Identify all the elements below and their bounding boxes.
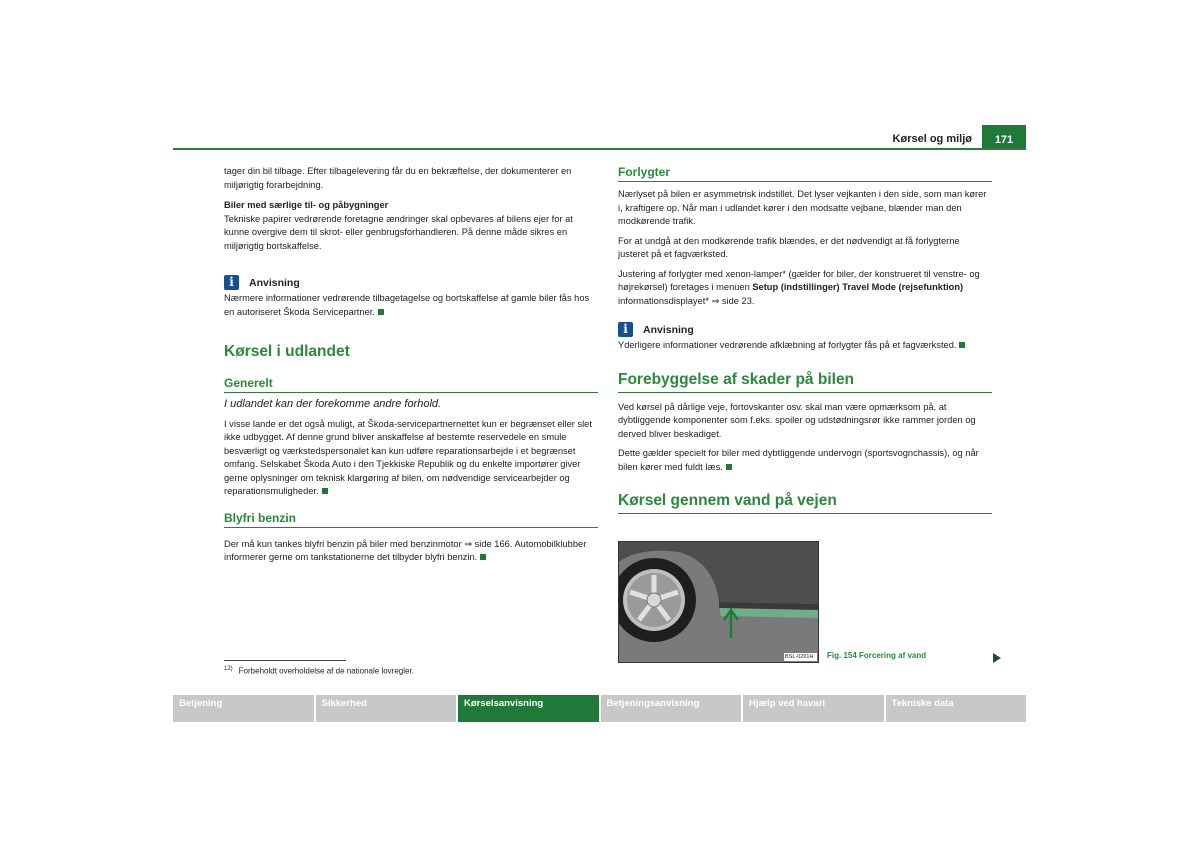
- paragraph: For at undgå at den modkørende trafik blændes, er det nødvendigt at få forlygterne justeret på et fagværksted.: [618, 235, 960, 259]
- nav-tab-tekniske-data[interactable]: Tekniske data: [886, 695, 1027, 722]
- subsection-heading: Generelt: [224, 376, 598, 393]
- page-number: 171: [982, 125, 1026, 148]
- paragraph: Nærlyset på bilen er asymmetrisk indstillet. Det lyser vejkanten i den side, som man kører i, kraftigere op. Når man i udlandet kører i den modsatte vejbane, blænder man den modkørende trafik.: [618, 189, 987, 226]
- right-column: [618, 165, 992, 514]
- end-marker: [480, 554, 486, 560]
- paragraph: Der må kun tankes blyfri benzin på biler med benzinmotor ⇒ side 166. Automobilklubber informerer gerne om tankstationerne det tilbyder blyfri benzin.: [224, 538, 587, 562]
- end-marker: [726, 464, 732, 470]
- info-icon: i: [224, 275, 239, 290]
- left-column: [224, 165, 598, 565]
- running-header-title: Kørsel og miljø: [892, 133, 972, 145]
- info-icon: i: [618, 322, 633, 337]
- end-marker: [322, 488, 328, 494]
- notice-title: Anvisning: [643, 323, 694, 336]
- paragraph: Justering af forlygter med xenon-lamper* (gælder for biler, der konstrueret til venstre- og højrekørsel) foretages i menuen Setup (indstillinger) Travel Mode (rejsefunktion) informationsdisplayet* ⇒ side 23.: [618, 268, 980, 306]
- subheading: Biler med særlige til- og påbygninger: [224, 200, 389, 210]
- header-rule: [173, 148, 1026, 150]
- section-heading: Kørsel i udlandet: [224, 343, 350, 360]
- notice-header: [224, 275, 598, 290]
- notice-text: Nærmere informationer vedrørende tilbagetagelse og bortskaffelse af gamle biler fås hos en autoriseret Škoda Servicepartner.: [224, 293, 590, 317]
- notice-text: Yderligere informationer vedrørende afklæbning af forlygter fås på et fagværksted.: [618, 339, 992, 353]
- continue-arrow-icon: [993, 653, 1001, 663]
- figure-caption: Fig. 154 Forcering af vand: [827, 651, 927, 660]
- car-wheel-illustration: [619, 542, 818, 662]
- notice-title: Anvisning: [249, 276, 300, 289]
- paragraph: Tekniske papirer vedrørende foretagne ændringer skal opbevares af bilens ejer for at kunne overgive dem til skrot- eller genbrugsforhandleren. På denne måde sikres en miljørigtig bortskaffelse.: [224, 213, 573, 251]
- footnote-rule: [224, 660, 346, 661]
- nav-tab-sikkerhed[interactable]: Sikkerhed: [316, 695, 457, 722]
- paragraph: I visse lande er det også muligt, at Škoda-servicepartnernettet kun er begrænset eller slet ikke udbygget. Af denne grund bliver anskaffelse af bestemte reservedele en smule besværligt og værkstedspersonalet kan kun udføre reparationsarbejde i et begrænset omfang. Selskabet Škoda Auto i den Tjekkiske Republik og du enkelte importører giver gerne oplysninger om teknisk klargøring af bilen, om nødvendige servicearbejder og reparationsmuligheder.: [224, 418, 592, 496]
- paragraph: tager din bil tilbage. Efter tilbagelevering får du en bekræftelse, der dokumenterer en miljørigtig forarbejdning.: [224, 166, 572, 190]
- section-heading: Forebyggelse af skader på bilen: [618, 371, 992, 393]
- nav-tab-betjening[interactable]: Betjening: [173, 695, 314, 722]
- notice-header: [618, 322, 992, 337]
- end-marker: [959, 342, 965, 348]
- footnote-text: Forbeholdt overholdelse af de nationale lovregler.: [238, 666, 414, 676]
- nav-tab-betjeningsanvisning[interactable]: Betjeningsanvisning: [601, 695, 742, 722]
- subsection-heading: Blyfri benzin: [224, 511, 598, 528]
- nav-tab-korselsanvisning[interactable]: Kørselsanvisning: [458, 695, 599, 722]
- nav-tab-hjaelp-ved-havari[interactable]: Hjælp ved havari: [743, 695, 884, 722]
- subsection-heading: Forlygter: [618, 165, 992, 182]
- paragraph: Ved kørsel på dårlige veje, fortovskanter osv. skal man være opmærksom på, at dybtliggende komponenter som f.eks. spoiler og udstødningsrør ikke rammer jorden og derved bliver beskadiget.: [618, 401, 976, 439]
- chapter-nav: [173, 695, 1026, 722]
- paragraph: Dette gælder specielt for biler med dybtliggende undervogn (sportsvognchassis), og når bilen kører med fuldt læs.: [618, 448, 979, 472]
- footnote: [224, 666, 414, 676]
- end-marker: [378, 309, 384, 315]
- footnote-marker: 12): [224, 666, 233, 672]
- lead-text: I udlandet kan der forekomme andre forhold.: [224, 398, 442, 410]
- figure-water-crossing: [618, 541, 819, 663]
- figure-code: BSL-0261H: [785, 654, 814, 660]
- section-heading: Kørsel gennem vand på vejen: [618, 492, 992, 514]
